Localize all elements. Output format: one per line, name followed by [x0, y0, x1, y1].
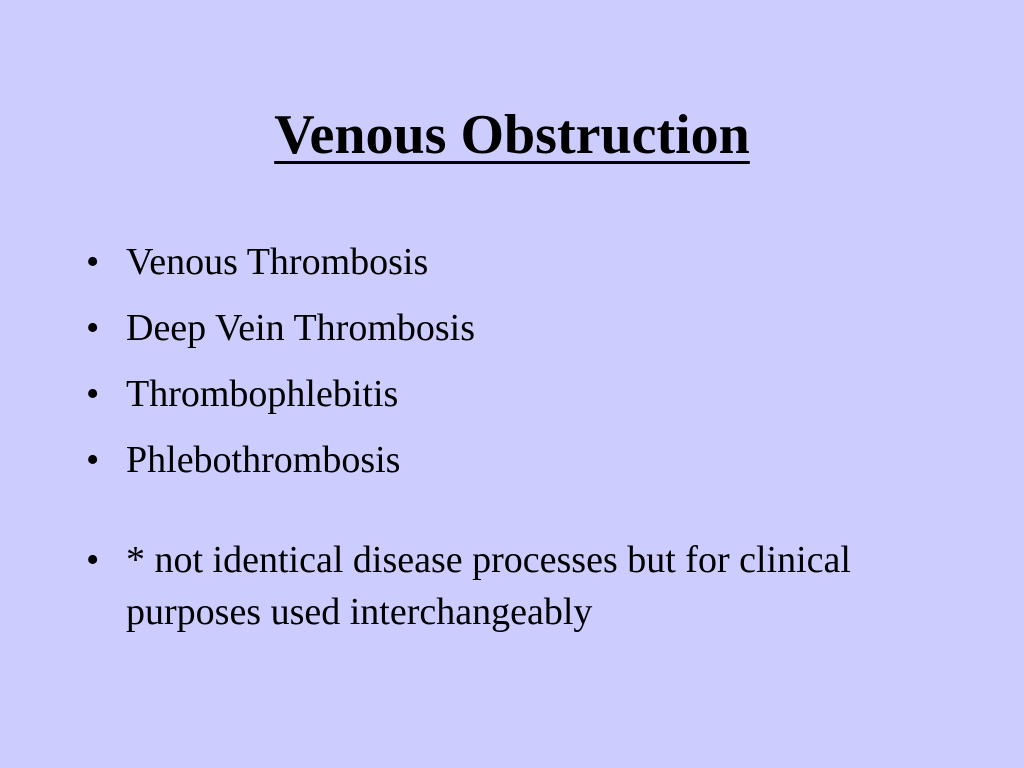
- slide-title: [0, 100, 1024, 170]
- bullet-text: Venous Thrombosis: [126, 241, 429, 283]
- bullet-text: Phlebothrombosis: [126, 439, 401, 481]
- bullet-icon: •: [86, 241, 100, 283]
- bullet-list: [86, 236, 966, 652]
- bullet-item: [86, 434, 966, 486]
- bullet-text: Thrombophlebitis: [126, 373, 399, 415]
- bullet-item: [86, 302, 966, 354]
- bullet-icon: •: [86, 439, 100, 481]
- bullet-item-note: [86, 534, 966, 638]
- bullet-icon: •: [86, 373, 100, 415]
- bullet-text: * not identical disease processes but for clinical purposes used interchangeably: [126, 539, 851, 633]
- bullet-icon: •: [86, 307, 100, 349]
- bullet-icon: •: [86, 539, 100, 581]
- bullet-text: Deep Vein Thrombosis: [126, 307, 476, 349]
- bullet-item: [86, 368, 966, 420]
- slide-title-text: Venous Obstruction: [274, 104, 750, 166]
- bullet-item: [86, 236, 966, 288]
